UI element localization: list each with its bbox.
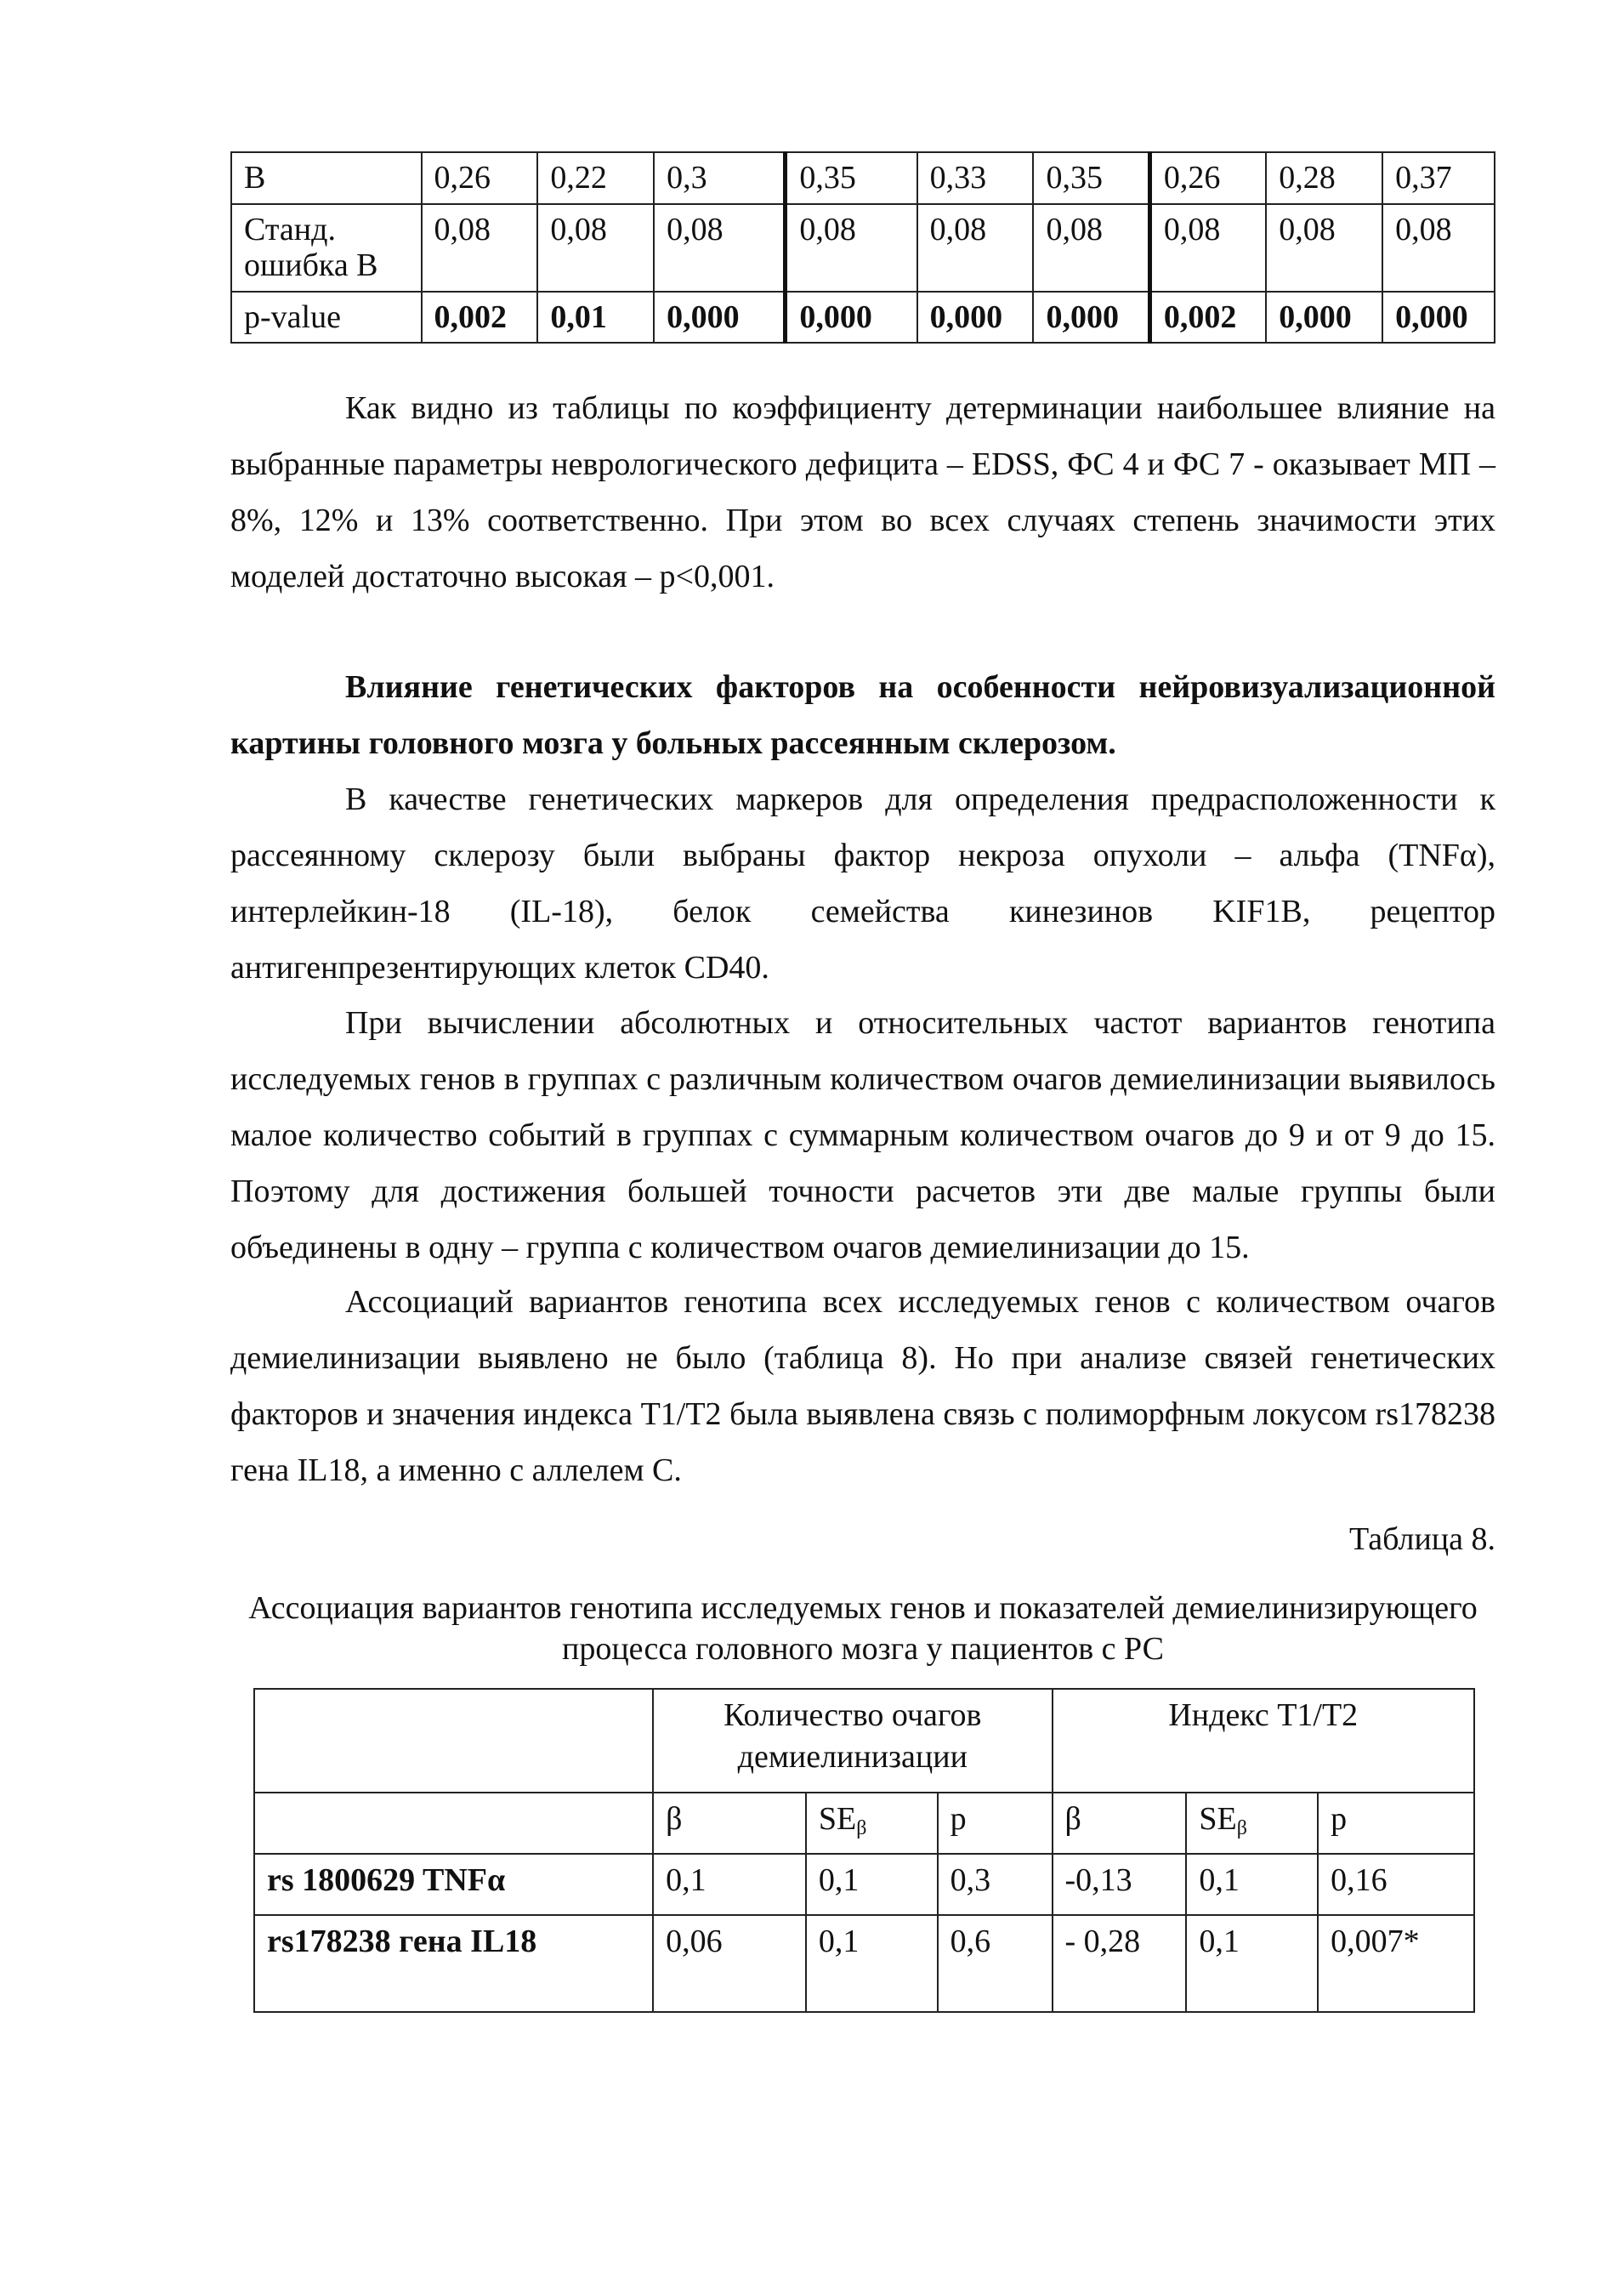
table-cell: 0,01 <box>537 292 654 344</box>
table-cell: 0,08 <box>1149 204 1266 292</box>
section-heading: Влияние генетических факторов на особенности нейровизуализационной картины головного мозга у больных рассеянным склерозом. <box>230 669 1495 761</box>
table-cell: 0,000 <box>654 292 786 344</box>
row-label: p-value <box>231 292 422 344</box>
table-cell: 0,08 <box>422 204 538 292</box>
table-cell: 0,1 <box>1186 1915 1318 2012</box>
table-cell: 0,000 <box>1033 292 1149 344</box>
table-row <box>231 204 1495 292</box>
table-cell: 0,08 <box>537 204 654 292</box>
table-cell: 0,33 <box>917 152 1034 204</box>
group-header-lesions: Количество очагов демиелинизации <box>653 1689 1052 1793</box>
table-cell: 0,002 <box>1149 292 1266 344</box>
table-header-row <box>254 1689 1474 1793</box>
table-cell: 0,26 <box>1149 152 1266 204</box>
p-header: p <box>938 1793 1053 1854</box>
table-cell: 0,000 <box>786 292 917 344</box>
table-cell: -0,13 <box>1053 1854 1187 1915</box>
paragraph-associations: Ассоциаций вариантов генотипа всех исследуемых генов с количеством очагов демиелинизации выявлено не было (таблица 8). Но при анализе связей генетических факторов и значения индекса Т1/Т2 была выявлена связь с полиморфным локусом rs178238 гена IL18, а именно с аллелем С. <box>230 1284 1495 1488</box>
table-cell: - 0,28 <box>1053 1915 1187 2012</box>
row-label: rs178238 гена IL18 <box>254 1915 653 2012</box>
se-header: $SE_\beta$ <box>806 1793 938 1854</box>
table-cell: 0,08 <box>1382 204 1495 292</box>
table-cell: 0,000 <box>917 292 1034 344</box>
table-cell: 0,06 <box>653 1915 806 2012</box>
table-cell: 0,08 <box>786 204 917 292</box>
table-cell: 0,35 <box>1033 152 1149 204</box>
p-header: p <box>1318 1793 1474 1854</box>
table-subheader-row <box>254 1793 1474 1854</box>
table-cell: 0,08 <box>1033 204 1149 292</box>
se-header: $SE_\beta$ <box>1186 1793 1318 1854</box>
paragraph-markers: В качестве генетических маркеров для определения предрасположенности к рассеянному склерозу были выбраны фактор некроза опухоли – альфа (TNFα), интерлейкин-18 (IL-18), белок семейства кинезинов KIF1B, рецептор антигенпрезентирующих клеток CD40. <box>230 781 1495 986</box>
table-cell: 0,3 <box>654 152 786 204</box>
table-cell: 0,08 <box>654 204 786 292</box>
table-cell: 0,1 <box>806 1915 938 2012</box>
table-cell: 0,000 <box>1382 292 1495 344</box>
paragraph-conclusion: Как видно из таблицы по коэффициенту детерминации наибольшее влияние на выбранные параметры неврологического дефицита – EDSS, ФС 4 и ФС 7 - оказывает МП – 8%, 12% и 13% соответственно. При этом во всех случаях степень значимости этих моделей достаточно высокая – p<0,001. <box>230 390 1495 594</box>
table-row <box>231 152 1495 204</box>
table-cell: 0,1 <box>1186 1854 1318 1915</box>
table-cell: 0,002 <box>422 292 538 344</box>
table-cell: 0,35 <box>786 152 917 204</box>
table-row <box>254 1854 1474 1915</box>
table-cell: 0,16 <box>1318 1854 1474 1915</box>
table-cell: 0,22 <box>537 152 654 204</box>
row-label: Станд. ошибка B <box>231 204 422 292</box>
table-cell: 0,26 <box>422 152 538 204</box>
table-cell: 0,007* <box>1318 1915 1474 2012</box>
paragraph-frequencies: При вычислении абсолютных и относительных частот вариантов генотипа исследуемых генов в группах с различным количеством очагов демиелинизации выявилось малое количество событий в группах с суммарным количеством очагов до 9 и от 9 до 15. Поэтому для достижения большей точности расчетов эти две малые группы были объединены в одну – группа с количеством очагов демиелинизации до 15. <box>230 1005 1495 1265</box>
table-caption: Ассоциация вариантов генотипа исследуемых генов и показателей демиелинизирующего процесса головного мозга у пациентов с РС <box>248 1590 1478 1667</box>
row-label: rs 1800629 TNFα <box>254 1854 653 1915</box>
table-cell: 0,3 <box>938 1854 1053 1915</box>
regression-table <box>230 151 1495 344</box>
table-cell: 0,08 <box>1266 204 1382 292</box>
table-cell: 0,1 <box>653 1854 806 1915</box>
table-cell: 0,1 <box>806 1854 938 1915</box>
beta-header: β <box>653 1793 806 1854</box>
table-cell: 0,37 <box>1382 152 1495 204</box>
table-cell: 0,000 <box>1266 292 1382 344</box>
table-row <box>231 292 1495 344</box>
empty-header-cell <box>254 1689 653 1793</box>
table-row <box>254 1915 1474 2012</box>
row-label: B <box>231 152 422 204</box>
table-cell: 0,28 <box>1266 152 1382 204</box>
table-cell: 0,6 <box>938 1915 1053 2012</box>
group-header-index: Индекс Т1/Т2 <box>1053 1689 1475 1793</box>
association-table <box>253 1688 1475 2013</box>
empty-header-cell <box>254 1793 653 1854</box>
table-cell: 0,08 <box>917 204 1034 292</box>
beta-header: β <box>1053 1793 1187 1854</box>
table-number: Таблица 8. <box>1348 1521 1495 1557</box>
